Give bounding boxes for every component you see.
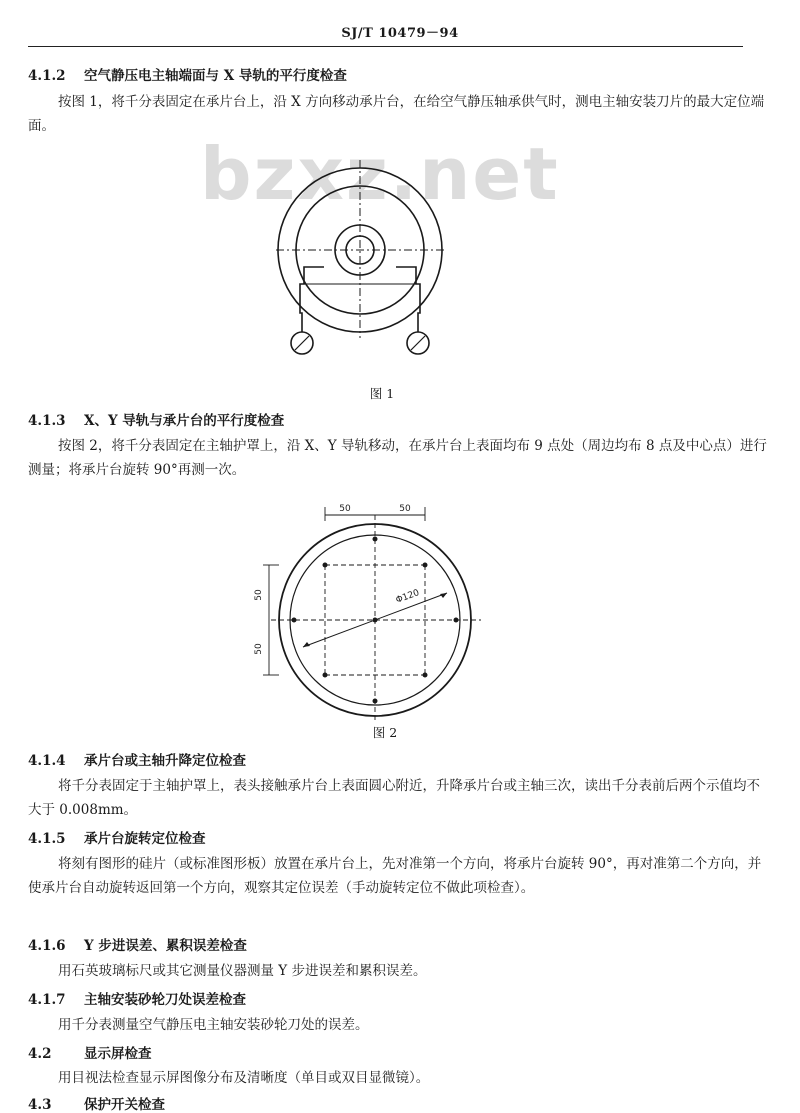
section-number: 4.1.3 xyxy=(28,413,66,429)
section-title: 承片台旋转定位检查 xyxy=(84,831,206,847)
section-4-1-6-paragraph: 用石英玻璃标尺或其它测量仪器测量 Y 步进误差和累积误差。 xyxy=(58,963,427,979)
section-number: 4.1.7 xyxy=(28,992,66,1008)
section-4-2-heading xyxy=(28,1042,152,1062)
figure-2-diagram xyxy=(245,495,495,720)
section-number: 4.1.2 xyxy=(28,68,66,84)
section-number: 4.2 xyxy=(28,1046,52,1062)
section-4-3-heading xyxy=(28,1093,165,1113)
dim-left-top: 50 xyxy=(254,589,264,601)
section-4-1-2-heading xyxy=(28,64,347,84)
section-number: 4.1.4 xyxy=(28,753,66,769)
section-number: 4.1.6 xyxy=(28,938,66,954)
section-4-1-3-paragraph: 按图 2，将千分表固定在主轴护罩上，沿 X、Y 导轨移动，在承片台上表面均布 9 点处（周边均布 8 点及中心点）进行测量；将承片台旋转 90°再测一次。 xyxy=(28,438,767,478)
section-4-1-5-paragraph: 将刻有图形的硅片（或标准图形板）放置在承片台上，先对准第一个方向，将承片台旋转 90°，再对准第二个方向，并使承片台自动旋转返回第一个方向，观察其定位误差（手动旋转定位不做此项检查）。 xyxy=(28,856,762,896)
section-title: 显示屏检查 xyxy=(84,1046,152,1062)
section-4-1-5-heading xyxy=(28,827,206,847)
section-number: 4.1.5 xyxy=(28,831,66,847)
figure-1-diagram xyxy=(240,160,480,375)
header-rule xyxy=(28,46,743,47)
section-number: 4.3 xyxy=(28,1097,52,1113)
section-4-1-7-heading xyxy=(28,988,246,1008)
figure-2-caption: 图 2 xyxy=(372,725,398,740)
section-title: X、Y 导轨与承片台的平行度检查 xyxy=(84,413,285,429)
section-title: 空气静压电主轴端面与 X 导轨的平行度检查 xyxy=(84,68,347,84)
dim-top-right: 50 xyxy=(399,504,411,514)
section-4-1-3-heading xyxy=(28,409,284,429)
section-4-1-2-paragraph: 按图 1，将千分表固定在承片台上，沿 X 方向移动承片台，在给空气静压轴承供气时，测电主轴安装刀片的最大定位端面。 xyxy=(28,94,765,134)
dim-left-bottom: 50 xyxy=(254,643,264,655)
section-title: Y 步进误差、累积误差检查 xyxy=(84,938,247,954)
section-4-2-paragraph: 用目视法检查显示屏图像分布及清晰度（单目或双目显微镜）。 xyxy=(58,1070,430,1086)
page-header-code: SJ/T 10479－94 xyxy=(341,26,459,41)
section-4-1-6-heading xyxy=(28,934,247,954)
watermark: bzxz.net xyxy=(200,132,560,216)
section-title: 承片台或主轴升降定位检查 xyxy=(84,753,246,769)
section-title: 主轴安装砂轮刀处误差检查 xyxy=(84,992,246,1008)
dim-top-left: 50 xyxy=(339,504,351,514)
diameter-label: Φ120 xyxy=(394,588,421,606)
figure-1-caption: 图 1 xyxy=(369,386,395,401)
section-title: 保护开关检查 xyxy=(84,1097,165,1113)
section-4-1-4-paragraph: 将千分表固定于主轴护罩上，表头接触承片台上表面圆心附近，升降承片台或主轴三次，读出千分表前后两个示值均不大于 0.008mm。 xyxy=(28,778,760,818)
section-4-1-7-paragraph: 用千分表测量空气静压电主轴安装砂轮刀处的误差。 xyxy=(58,1017,369,1033)
section-4-1-4-heading xyxy=(28,749,246,769)
